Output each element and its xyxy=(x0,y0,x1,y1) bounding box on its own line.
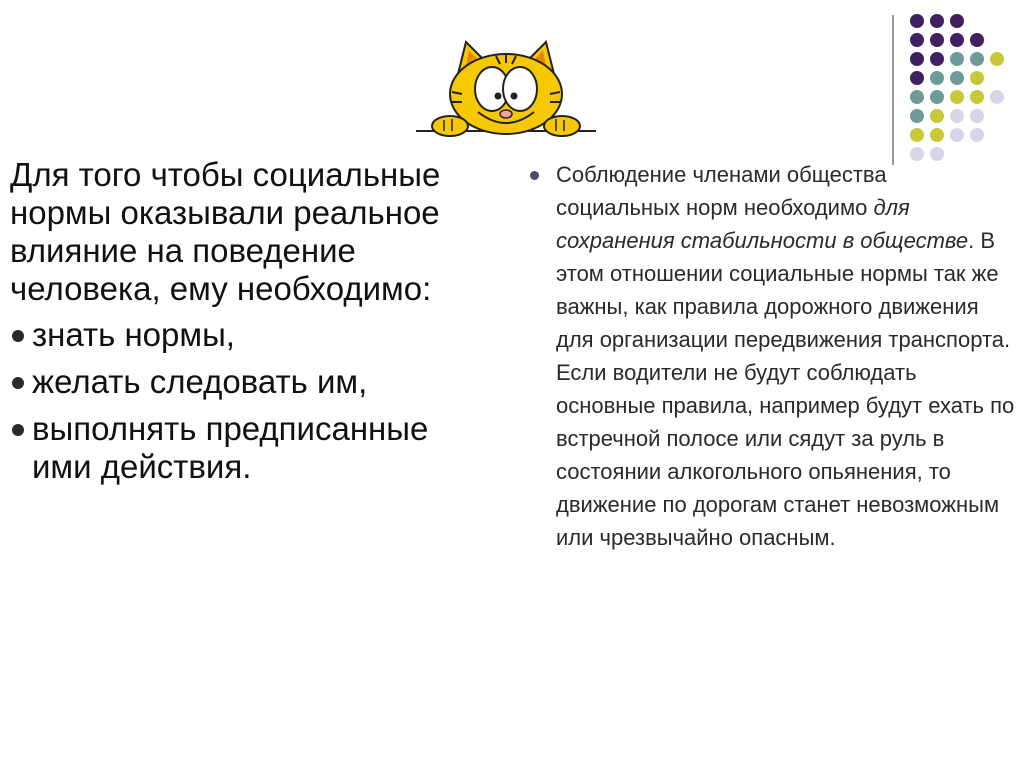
decor-dot xyxy=(950,14,964,28)
garfield-peeking-icon xyxy=(416,34,596,144)
divider-line xyxy=(892,15,894,165)
decor-dot xyxy=(910,14,924,28)
decor-dot xyxy=(930,52,944,66)
intro-text: Для того чтобы социальные нормы оказывали реальное влияние на поведение человека, ему необходимо: xyxy=(10,156,441,307)
decor-dot xyxy=(910,109,924,123)
decor-dot xyxy=(930,90,944,104)
decor-dot xyxy=(930,33,944,47)
list-item xyxy=(10,363,480,401)
decor-dot xyxy=(990,52,1004,66)
list-item-text: желать следовать им, xyxy=(32,363,368,400)
requirements-list xyxy=(10,316,480,486)
decor-dot xyxy=(910,52,924,66)
bullet-icon xyxy=(530,171,539,180)
list-item xyxy=(10,410,480,486)
paragraph-text-start: Соблюдение членами общества социальных норм необходимо xyxy=(556,162,887,220)
decor-dot xyxy=(930,109,944,123)
decor-dot xyxy=(970,33,984,47)
bullet-icon xyxy=(12,424,24,436)
decor-dot xyxy=(970,90,984,104)
decor-dot xyxy=(930,14,944,28)
decor-dot xyxy=(910,128,924,142)
decor-dot xyxy=(930,128,944,142)
paragraph-text-end: . В этом отношении социальные нормы так же важны, как правила дорожного движения для организации передвижения транспорта. Если водители не будут соблюдать основные правила, например будут ехать по встречной полосе или сядут за руль в состоянии алкогольного опьянения, то движение по дорогам станет невозможным или чрезвычайно опасным. xyxy=(556,228,1015,550)
bullet-icon xyxy=(12,377,24,389)
decor-dot xyxy=(950,71,964,85)
decor-dot xyxy=(950,128,964,142)
decor-dot xyxy=(950,109,964,123)
decor-dot xyxy=(970,109,984,123)
list-item-text: знать нормы, xyxy=(32,316,235,353)
right-column xyxy=(530,158,1016,554)
decor-dot xyxy=(930,71,944,85)
paragraph-italic-text: для сохранения стабильности в обществе xyxy=(556,195,969,253)
decor-dot xyxy=(970,52,984,66)
decor-dot xyxy=(990,90,1004,104)
list-item-text: выполнять предписанные ими действия. xyxy=(32,410,429,485)
decor-dot xyxy=(970,71,984,85)
decor-dot xyxy=(950,90,964,104)
bullet-icon xyxy=(12,330,24,342)
decor-dot xyxy=(910,33,924,47)
list-item xyxy=(10,316,480,354)
explanation-paragraph xyxy=(556,158,1016,554)
decor-dot xyxy=(970,128,984,142)
decor-dot xyxy=(910,90,924,104)
decor-dot xyxy=(910,71,924,85)
left-column xyxy=(10,156,480,486)
decor-dot xyxy=(950,52,964,66)
decor-dot xyxy=(950,33,964,47)
